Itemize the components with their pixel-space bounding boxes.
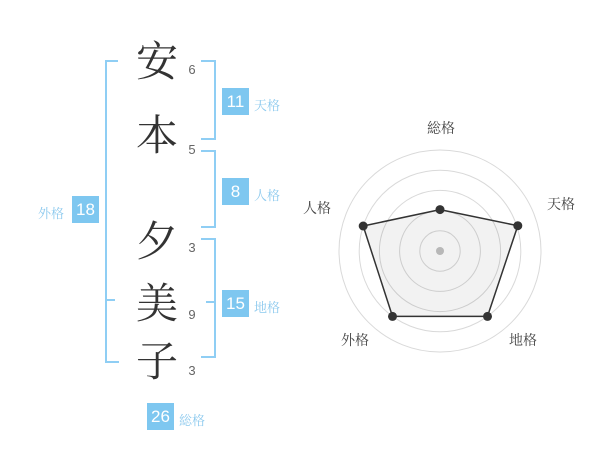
- badge-gaikaku-value: 18: [72, 196, 99, 223]
- badge-tenkaku-label: 天格: [254, 98, 281, 113]
- radar-vertex-2: [513, 221, 522, 230]
- name-char-3: 夕: [135, 218, 178, 265]
- radar-axis-label-2: 天格: [547, 196, 575, 212]
- name-char-1: 安: [135, 38, 178, 85]
- radar-axis-label-4: 外格: [341, 332, 369, 348]
- badge-chikaku-label: 地格: [254, 300, 281, 315]
- stroke-count-1: 6: [188, 62, 196, 77]
- badge-soukaku-label: 総格: [179, 413, 206, 428]
- radar-data-polygon: [363, 210, 518, 317]
- stroke-count-3: 3: [188, 240, 196, 255]
- radar-vertex-4: [388, 312, 397, 321]
- radar-axis-label-1: 総格: [427, 120, 455, 136]
- radar-chart: [290, 108, 590, 360]
- badge-chikaku-value: 15: [222, 290, 249, 317]
- stroke-count-5: 3: [188, 363, 196, 378]
- badge-tenkaku-value: 11: [222, 88, 249, 115]
- badge-jinkaku-label: 人格: [254, 188, 281, 203]
- radar-axis-label-5: 人格: [303, 200, 331, 216]
- badge-soukaku-value: 26: [147, 403, 174, 430]
- stroke-count-4: 9: [188, 307, 196, 322]
- radar-vertex-1: [436, 205, 445, 214]
- radar-vertex-3: [483, 312, 492, 321]
- name-char-4: 美: [135, 280, 178, 327]
- stroke-count-2: 5: [188, 142, 196, 157]
- name-char-5: 子: [135, 338, 178, 385]
- badge-gaikaku-label: 外格: [38, 206, 65, 221]
- radar-vertex-5: [359, 222, 368, 231]
- badge-jinkaku-value: 8: [222, 178, 249, 205]
- name-char-2: 本: [135, 112, 178, 159]
- radar-axis-label-3: 地格: [509, 332, 537, 348]
